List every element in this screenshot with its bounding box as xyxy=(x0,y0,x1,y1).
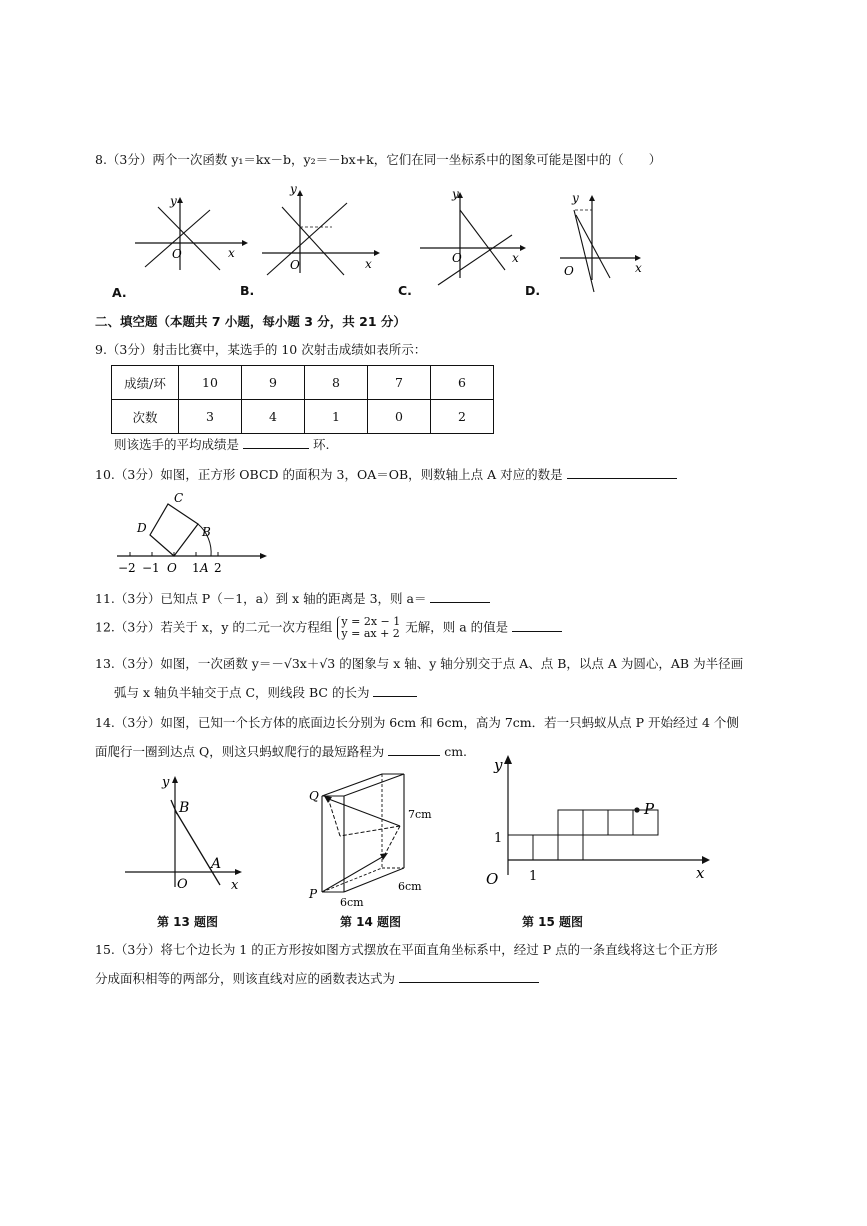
q8c-x-label: x xyxy=(512,251,519,265)
fig15-x-one: 1 xyxy=(529,869,538,884)
question-14-line2 xyxy=(95,743,467,760)
q8c-y-label: y xyxy=(452,187,459,201)
q10-label-c: C xyxy=(174,491,184,505)
table-row xyxy=(112,366,494,400)
table-cell: 3 xyxy=(179,400,242,434)
q9-tail-after: 环. xyxy=(312,437,330,452)
q8b-origin-label: O xyxy=(290,258,300,272)
fig13-y-label: y xyxy=(162,775,170,790)
q10-text: 10.（3分）如图，正方形 OBCD 的面积为 3，OA＝OB，则数轴上点 A 对应的数是 xyxy=(95,467,563,482)
q8-graph-d xyxy=(560,190,650,295)
question-11-text xyxy=(95,590,490,607)
fig14-width-label: 6cm xyxy=(340,896,364,909)
q8b-x-label: x xyxy=(365,257,372,271)
q14-line2-after: cm. xyxy=(444,744,468,759)
figure-13-caption: 第 13 题图 xyxy=(157,915,219,929)
figure-15-caption: 第 15 题图 xyxy=(522,915,584,929)
q8-graph-b xyxy=(262,182,382,275)
q8a-x-label: x xyxy=(228,246,235,260)
score-table xyxy=(111,365,494,434)
answer-blank[interactable] xyxy=(399,970,539,983)
question-13-line1: 13.（3分）如图，一次函数 y＝－√3x＋√3 的图象与 x 轴、y 轴分别交于点 A、点 B，以点 A 为圆心，AB 为半径画 xyxy=(95,656,744,671)
fig13-a-label: A xyxy=(211,856,222,872)
question-14-line1: 14.（3分）如图，已知一个长方体的底面边长分别为 6cm 和 6cm，高为 7cm．若一只蚂蚁从点 P 开始经过 4 个侧 xyxy=(95,715,739,730)
table-cell: 8 xyxy=(305,366,368,400)
equation-2: y = ax + 2 xyxy=(341,627,400,640)
table-cell: 9 xyxy=(242,366,305,400)
fig15-y-one: 1 xyxy=(494,831,503,846)
fig14-q-label: Q xyxy=(309,789,319,803)
table-cell: 10 xyxy=(179,366,242,400)
q14-line2-before: 面爬行一圈到达点 Q，则这只蚂蚁爬行的最短路程为 xyxy=(95,744,385,759)
q10-label-a: A xyxy=(200,561,209,575)
equation-system xyxy=(337,616,400,640)
question-8-text: 8.（3分）两个一次函数 y₁＝kx－b，y₂＝－bx+k，它们在同一坐标系中的图象可能是图中的（ ） xyxy=(95,152,662,167)
q12-after: 无解，则 a 的值是 xyxy=(405,619,509,635)
q12-before: 12.（3分）若关于 x，y 的二元一次方程组 xyxy=(95,619,333,635)
table-cell: 4 xyxy=(242,400,305,434)
question-13-line2 xyxy=(114,684,417,701)
figure-14-caption: 第 14 题图 xyxy=(340,915,402,929)
q8-graph-c xyxy=(420,187,530,285)
table-cell: 0 xyxy=(368,400,431,434)
section-2-title: 二、填空题（本题共 7 小题，每小题 3 分，共 21 分） xyxy=(95,314,406,329)
table-cell: 7 xyxy=(368,366,431,400)
figure-13 xyxy=(125,772,250,892)
figure-14 xyxy=(300,768,440,908)
question-12-text xyxy=(95,616,562,640)
question-10-text xyxy=(95,466,677,483)
q8c-origin-label: O xyxy=(452,251,462,265)
fig14-depth-label: 6cm xyxy=(398,880,422,893)
question-9-tail xyxy=(114,436,329,453)
table-cell: 次数 xyxy=(112,400,179,434)
fig15-x-label: x xyxy=(696,864,705,882)
answer-blank[interactable] xyxy=(243,436,309,449)
q8b-y-label: y xyxy=(290,182,297,196)
q10-tick-neg1: −1 xyxy=(142,561,160,575)
q10-figure xyxy=(112,490,272,575)
answer-blank[interactable] xyxy=(567,466,677,479)
q11-text: 11.（3分）已知点 P（－1，a）到 x 轴的距离是 3，则 a＝ xyxy=(95,591,427,606)
q13-line2-text: 弧与 x 轴负半轴交于点 C，则线段 BC 的长为 xyxy=(114,685,370,700)
q8-option-c: C. xyxy=(398,283,412,298)
q8-graph-a xyxy=(130,195,250,275)
table-cell: 6 xyxy=(431,366,494,400)
answer-blank[interactable] xyxy=(373,684,417,697)
q10-tick-2: 2 xyxy=(214,561,222,575)
q8d-origin-label: O xyxy=(564,264,574,278)
q10-label-b: B xyxy=(202,525,211,539)
q8a-y-label: y xyxy=(170,194,177,208)
question-15-line2 xyxy=(95,970,539,987)
q10-tick-1: 1 xyxy=(192,561,200,575)
answer-blank[interactable] xyxy=(430,590,490,603)
table-cell: 成绩/环 xyxy=(112,366,179,400)
q8a-origin-label: O xyxy=(172,247,182,261)
fig13-o-label: O xyxy=(177,877,188,892)
q9-tail-before: 则该选手的平均成绩是 xyxy=(114,437,240,452)
table-cell: 2 xyxy=(431,400,494,434)
fig15-o-label: O xyxy=(486,870,499,888)
q10-label-o: O xyxy=(167,561,177,575)
fig14-height-label: 7cm xyxy=(408,808,432,821)
q15-line2-text: 分成面积相等的两部分，则该直线对应的函数表达式为 xyxy=(95,971,396,986)
fig13-x-label: x xyxy=(231,878,239,893)
q8d-x-label: x xyxy=(635,261,642,275)
q10-tick-neg2: −2 xyxy=(118,561,136,575)
equation-1: y = 2x − 1 xyxy=(341,615,401,628)
fig13-b-label: B xyxy=(179,800,190,816)
fig14-p-label: P xyxy=(309,887,318,901)
q8-option-b: B. xyxy=(240,283,255,298)
answer-blank[interactable] xyxy=(388,743,440,756)
q8-option-d: D. xyxy=(525,283,541,298)
fig15-y-label: y xyxy=(494,756,503,774)
q8-option-a: A. xyxy=(112,285,127,300)
q8d-y-label: y xyxy=(572,191,579,205)
answer-blank[interactable] xyxy=(512,619,562,632)
q10-label-d: D xyxy=(137,521,147,535)
fig15-p-label: P xyxy=(644,800,655,818)
question-15-line1: 15.（3分）将七个边长为 1 的正方形按如图方式摆放在平面直角坐标系中，经过 P 点的一条直线将这七个正方形 xyxy=(95,942,718,957)
question-9-text: 9.（3分）射击比赛中，某选手的 10 次射击成绩如表所示： xyxy=(95,342,427,357)
table-cell: 1 xyxy=(305,400,368,434)
table-row xyxy=(112,400,494,434)
figure-15 xyxy=(484,750,724,890)
